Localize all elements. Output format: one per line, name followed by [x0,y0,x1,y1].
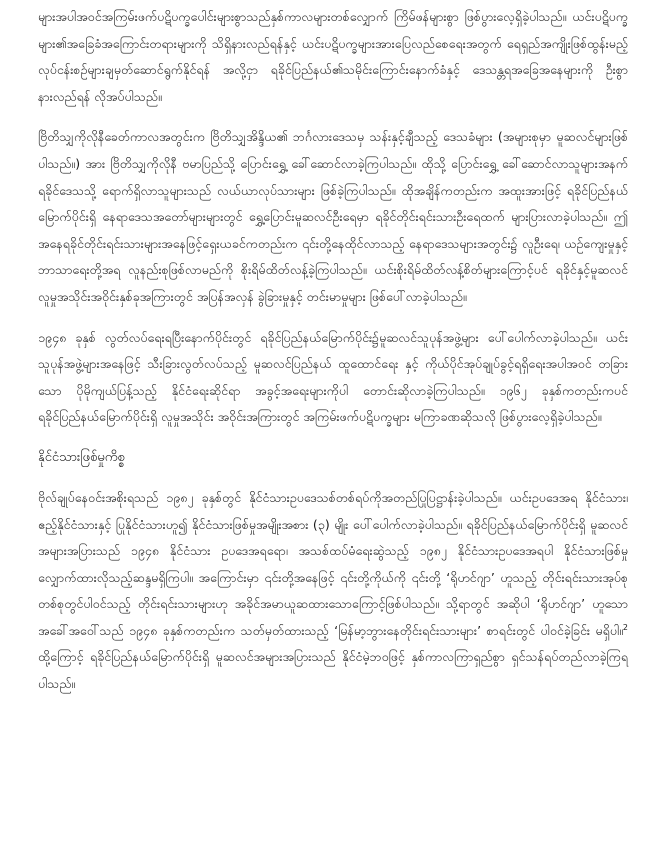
paragraph-post-independence: ၁၉၄၈ ခုနှစ် လွတ်လပ်ရေးရပြီးနောက်ပိုင်းတွင် ရခိုင်ပြည်နယ်မြောက်ပိုင်း၌မူဆလင်သူပုန်အဖွဲ့များ ပေါ်ပေါက်လာခဲ့ပါသည်။ ယင်းသူပုန်အဖွဲ့များအနေဖြင့် သီးခြားလွတ်လပ်သည့် မူဆလင်ပြည်နယ် ထူထောင်ရေး နှင့် ကိုယ်ပိုင်အုပ်ချုပ်ခွင့်ရရှိရေးအပါအဝင် တခြားသော ပိုမိုကျယ်ပြန့်သည့် နိုင်ငံရေးဆိုင်ရာ အခွင့်အရေးများကိုပါ တောင်းဆိုလာခဲ့ကြပါသည်။ ၁၉၆၂ ခုနှစ်ကတည်းကပင် ရခိုင်ပြည်နယ်မြောက်ပိုင်းရှိ လူမှုအသိုင်း အဝိုင်းအကြားတွင် အကြမ်းဖက်ပဋိပက္ခများ မကြာခဏဆိုသလို ဖြစ်ပွားလေ့ရှိခဲ့ပါသည်။ [38,329,628,425]
section-heading-citizenship: နိုင်ငံသားဖြစ်မှုကိစ္စ [38,449,125,465]
footnote-reference[interactable]: 2 [622,622,628,632]
paragraph-citizenship-law-body: ဗိုလ်ချုပ်နေဝင်းအစိုးရသည် ၁၉၈၂ ခုနှစ်တွင် နိုင်ငံသားဥပဒေသစ်တစ်ရပ်ကိုအတည်ပြုပြဋ္ဌာန်းခဲ့ပါသည်။ ယင်းဥပဒေအရ နိုင်ငံသား၊ ဧည့်နိုင်ငံသားနှင့် ပြုနိုင်ငံသားဟူ၍ နိုင်ငံသားဖြစ်မှုအမျိုးအစား (၃) မျိုး ပေါ်ပေါက်လာခဲ့ပါသည်။ ရခိုင်ပြည်နယ်မြောက်ပိုင်းရှိ မူဆလင်အများအပြားသည် ၁၉၄၈ နိုင်ငံသား ဥပဒေအရရော၊ အသစ်ထပ်မံရေးဆွဲသည့် ၁၉၈၂ နိုင်ငံသားဥပဒေအရပါ နိုင်ငံသားဖြစ်မှု လျှောက်ထားလိုသည့်ဆန္ဒမရှိကြပါ။ အကြောင်းမှာ ၎င်းတို့အနေဖြင့် ၎င်းတို့ကိုယ်ကို ၎င်းတို့ ‘ရိုဟင်ဂျာ’ ဟူသည့် တိုင်းရင်းသားအုပ်စုတစ်စုတွင်ပါဝင်သည့် တိုင်းရင်းသားများဟု အခိုင်အမာယူဆထားသောကြောင့်ဖြစ်ပါသည်။ သို့ရာတွင် အဆိုပါ ‘ရိုဟင်ဂျာ’ ဟူသော အခေါ်အဝေါ်သည် ၁၉၄၈ ခုနှစ်ကတည်းက သတ်မှတ်ထားသည့် ‘မြန်မာ့ဘွားနေတိုင်းရင်းသားများ’ စာရင်းတွင် ပါဝင်ခဲ့ခြင်း မရှိပါ။ [38,489,628,638]
paragraph-citizenship-law [38,485,628,698]
paragraph-citizenship-law-tail: ထို့ကြောင့် ရခိုင်ပြည်နယ်မြောက်ပိုင်းရှိ မူဆလင်အများအပြားသည် နိုင်ငံမဲ့ဘဝဖြင့် နှစ်ကာလကြာရှည်စွာ ရှင်သန်ရပ်တည်လာခဲ့ကြရပါသည်။ [38,649,628,692]
paragraph-colonial-migration: ဗြိတိသျှကိုလိုနီခေတ်ကာလအတွင်းက ဗြိတိသျှအိန္ဒိယ၏ ဘင်္ဂလားဒေသမှ သန်းနှင့်ချီသည့် ဒေသခံများ (အများစုမှာ မူဆလင်များဖြစ်ပါသည်။) အား ဗြိတိသျှကိုလိုနီ ဗမာပြည်သို့ ပြောင်းရွှေ့ ခေါ်ဆောင်လာခဲ့ကြပါသည်။ ထိုသို့ ပြောင်းရွှေ့ ခေါ်ဆောင်လာသူများအနက် ရခိုင်ဒေသသို့ ရောက်ရှိလာသူများသည် လယ်ယာလုပ်သားများ ဖြစ်ခဲ့ကြပါသည်။ ထိုအချိန်ကတည်းက အထူးအားဖြင့် ရခိုင်ပြည်နယ်မြောက်ပိုင်းရှိ နေရာဒေသအတော်များများတွင် ရွှေ့ပြောင်းမူဆလင်ဦးရေမှာ ရခိုင်တိုင်းရင်းသားဦးရေထက် များပြားလာခဲ့ပါသည်။ ဤအနေရခိုင်တိုင်းရင်းသားများအနေဖြင့်ရှေးယခင်ကတည်းက ၎င်းတို့နေထိုင်လာသည့် နေရာဒေသများအတွင်း၌ လူဦးရေ၊ ယဉ်ကျေးမှုနှင့် ဘာသာရေးတို့အရ လူနည်းစုဖြစ်လာမည်ကို စိုးရိမ်ထိတ်လန့်ခဲ့ကြပါသည်။ ယင်းစိုးရိမ်ထိတ်လန့်စိတ်များကြောင့်ပင် ရခိုင်နှင့်မူဆလင် လူမှုအသိုင်းအဝိုင်းနှစ်ခုအကြားတွင် အပြန်အလှန် ခွဲခြားမှုနှင့် တင်းမာမှုများ ဖြစ်ပေါ်လာခဲ့ပါသည်။ [38,129,628,304]
paragraph-history-context: များအပါအဝင်အကြမ်းဖက်ပဋိပက္ခပေါင်းများစွာသည်နှစ်ကာလများတစ်လျှောက် ကြိမ်ဖန်များစွာ ဖြစ်ပွားလေ့ရှိခဲ့ပါသည်။ ယင်းပဋိပက္ခများ၏အခြေခံအကြောင်းတရားများကို သိရှိနားလည်ရန်နှင့် ယင်းပဋိပက္ခများအားပြေလည်စေရေးအတွက် ရေရှည်အကျိုးဖြစ်ထွန်းမည့် လုပ်ငန်းစဉ်များချမှတ်ဆောင်ရွက်နိုင်ရန် အလို့ငှာ ရခိုင်ပြည်နယ်၏သမိုင်းကြောင်းနောက်ခံနှင့် ဒေသန္တရအခြေအနေများကို ဦးစွာနားလည်ရန် လိုအပ်ပါသည်။ [38,9,628,104]
